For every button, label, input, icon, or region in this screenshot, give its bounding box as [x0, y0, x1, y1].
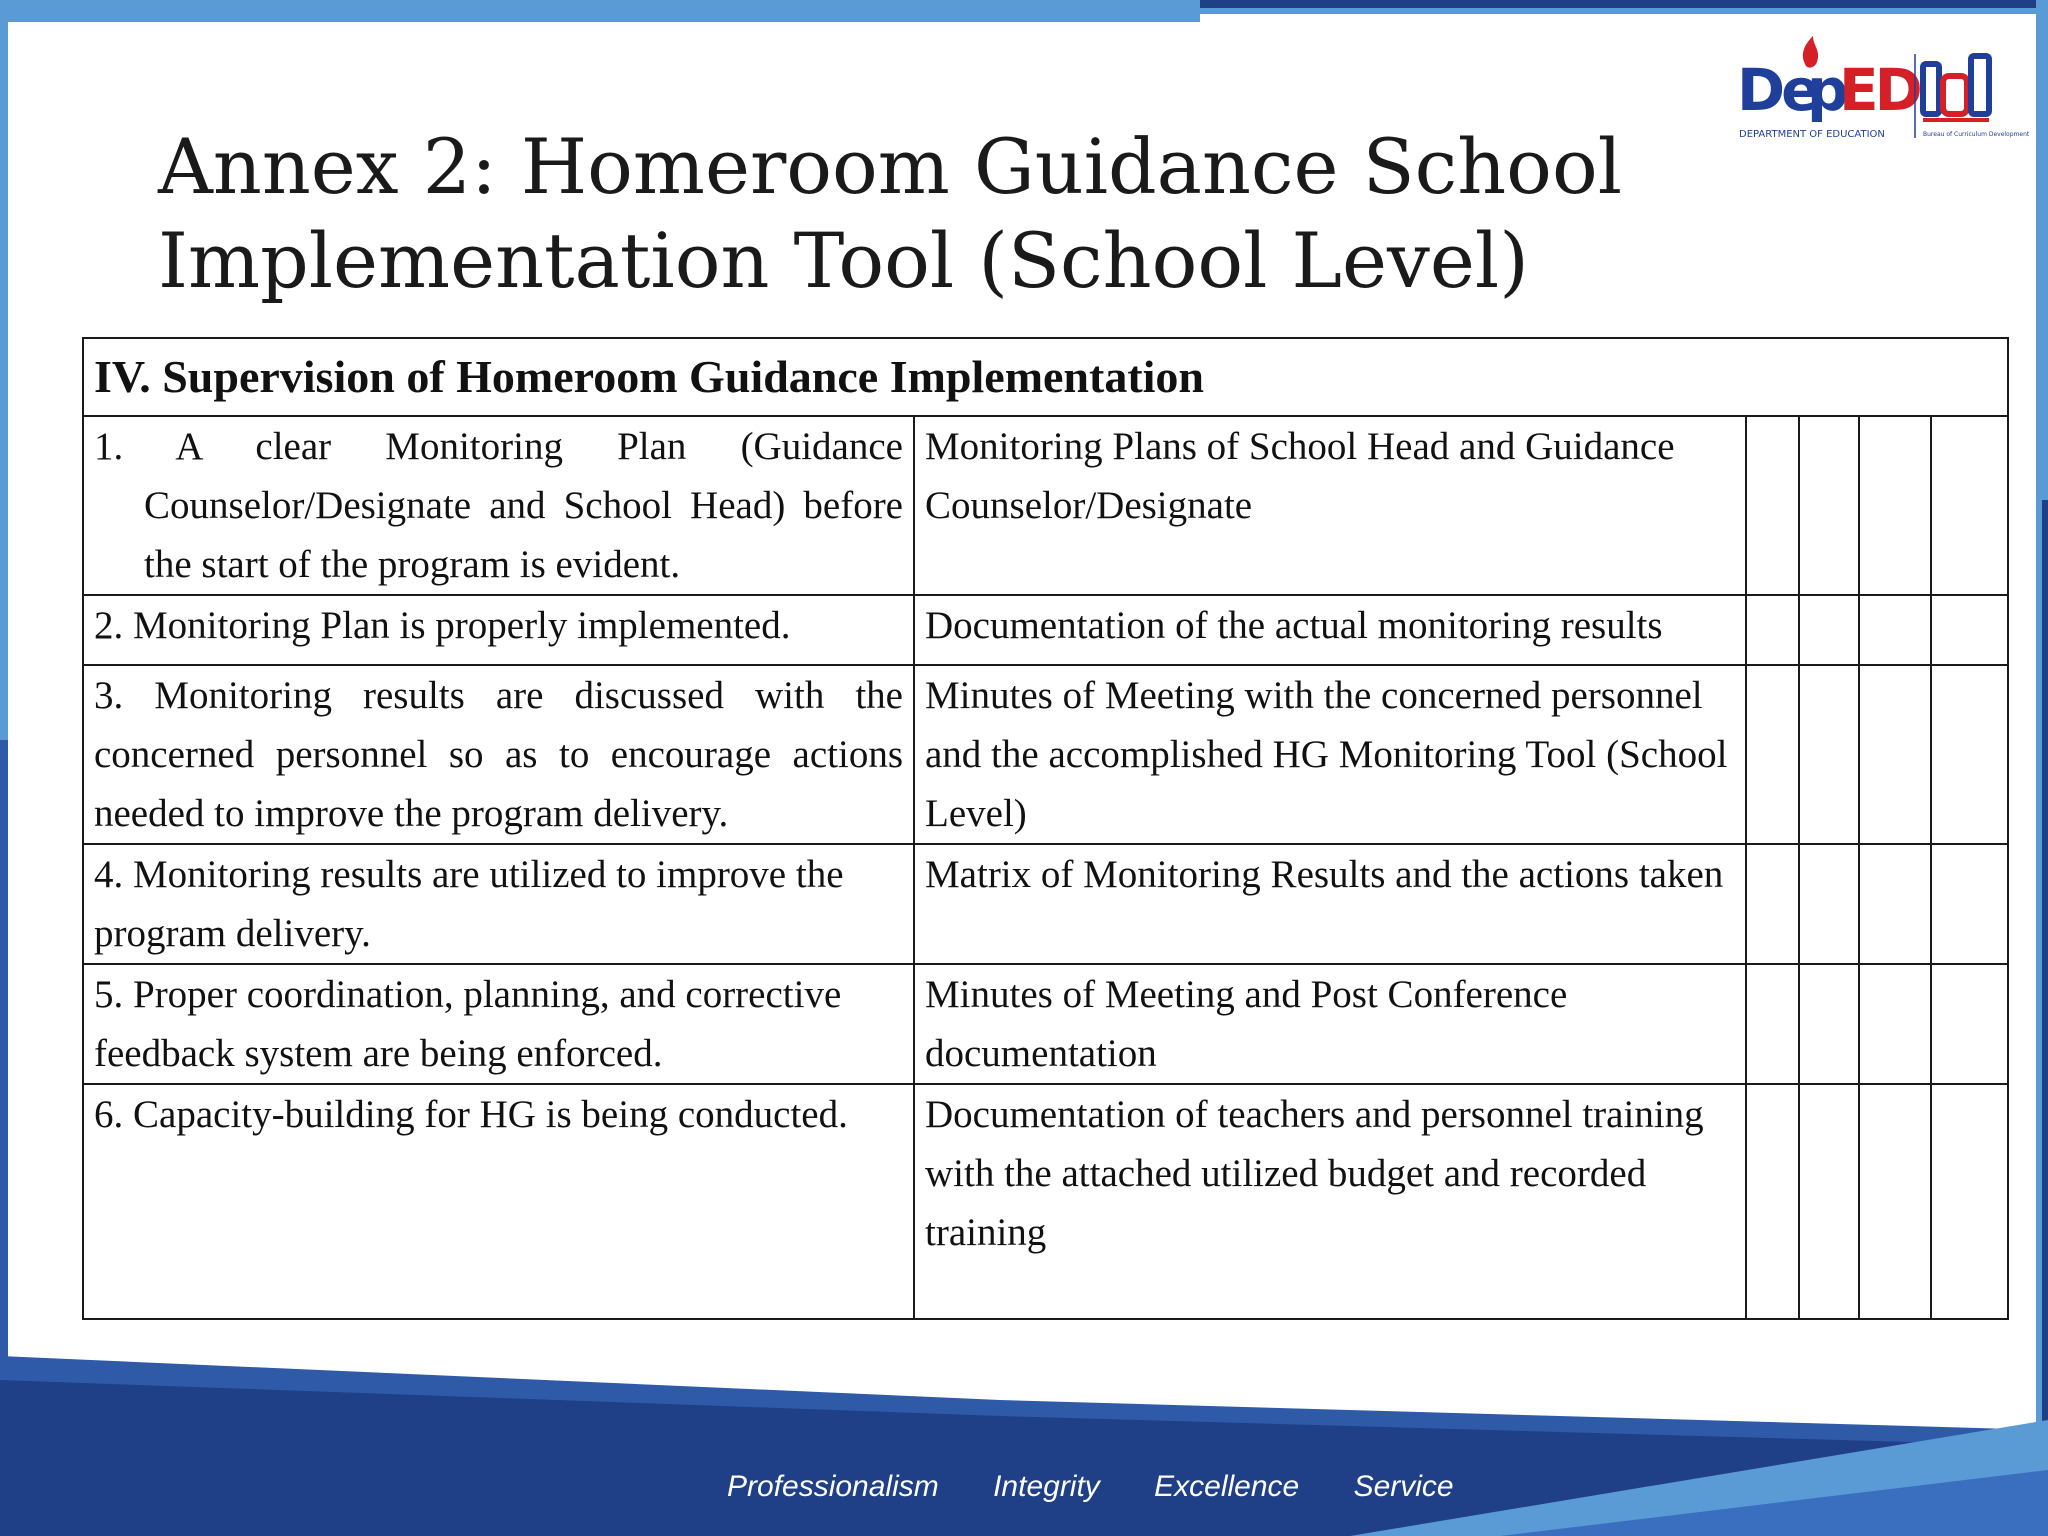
rating-cell[interactable]: [1859, 844, 1931, 964]
rating-cell[interactable]: [1859, 595, 1931, 665]
rating-cell[interactable]: [1799, 1084, 1859, 1319]
rating-cell[interactable]: [1746, 844, 1799, 964]
svg-text:De: De: [1737, 56, 1817, 124]
indicator-cell: 2. Monitoring Plan is properly implemented.: [83, 595, 914, 665]
slide-title: [158, 120, 1758, 308]
svg-text:p: p: [1807, 56, 1845, 124]
verification-cell: Minutes of Meeting and Post Conference documentation: [914, 964, 1746, 1084]
indicator-cell: 1. A clear Monitoring Plan (Guidance Counselor/Designate and School Head) before the start of the program is evident.: [83, 416, 914, 595]
rating-cell[interactable]: [1799, 665, 1859, 844]
rating-cell[interactable]: [1859, 1084, 1931, 1319]
rating-cell[interactable]: [1746, 1084, 1799, 1319]
svg-text:ED: ED: [1839, 56, 1919, 124]
slide-title-line-2: Implementation Tool (School Level): [158, 216, 1529, 305]
rating-cell[interactable]: [1859, 964, 1931, 1084]
table-row: [83, 665, 2008, 844]
rating-cell[interactable]: [1859, 416, 1931, 595]
indicator-cell: 3. Monitoring results are discussed with the concerned personnel so as to encourage actions needed to improve the program delivery.: [83, 665, 914, 844]
rating-cell[interactable]: [1799, 964, 1859, 1084]
core-value-service: Service: [1353, 1470, 1454, 1503]
core-value-professionalism: Professionalism: [727, 1470, 939, 1503]
table-row: [83, 964, 2008, 1084]
core-value-excellence: Excellence: [1154, 1470, 1300, 1503]
rating-cell[interactable]: [1746, 595, 1799, 665]
rating-cell[interactable]: [1931, 665, 2008, 844]
slide-title-line-1: Annex 2: Homeroom Guidance School: [158, 122, 1623, 211]
rating-cell[interactable]: [1931, 964, 2008, 1084]
table-row: [83, 416, 2008, 595]
core-value-integrity: Integrity: [993, 1470, 1100, 1503]
rating-cell[interactable]: [1799, 844, 1859, 964]
core-values-footer: [727, 1470, 1500, 1504]
rating-cell[interactable]: [1931, 844, 2008, 964]
indicator-cell: 4. Monitoring results are utilized to improve the program delivery.: [83, 844, 914, 964]
deped-caption: DEPARTMENT OF EDUCATION: [1739, 129, 1885, 140]
rating-cell[interactable]: [1859, 665, 1931, 844]
indicator-cell: 5. Proper coordination, planning, and corrective feedback system are being enforced.: [83, 964, 914, 1084]
right-decorative-bars: [2018, 0, 2048, 1536]
rating-cell[interactable]: [1931, 1084, 2008, 1319]
implementation-tool-table: [82, 337, 2009, 1320]
table-row: [83, 595, 2008, 665]
rating-cell[interactable]: [1931, 416, 2008, 595]
rating-cell[interactable]: [1746, 416, 1799, 595]
verification-cell: Minutes of Meeting with the concerned personnel and the accomplished HG Monitoring Tool (School Level): [914, 665, 1746, 844]
rating-cell[interactable]: [1799, 595, 1859, 665]
verification-cell: Documentation of teachers and personnel training with the attached utilized budget and recorded training: [914, 1084, 1746, 1319]
rating-cell[interactable]: [1746, 964, 1799, 1084]
rating-cell[interactable]: [1746, 665, 1799, 844]
rating-cell[interactable]: [1931, 595, 2008, 665]
verification-cell: Monitoring Plans of School Head and Guidance Counselor/Designate: [914, 416, 1746, 595]
bcd-caption: Bureau of Curriculum Development: [1923, 131, 2030, 138]
indicator-cell: 6. Capacity-building for HG is being conducted.: [83, 1084, 914, 1319]
verification-cell: Matrix of Monitoring Results and the actions taken: [914, 844, 1746, 964]
section-heading: IV. Supervision of Homeroom Guidance Implementation: [83, 338, 2008, 416]
verification-cell: Documentation of the actual monitoring results: [914, 595, 1746, 665]
table-row: [83, 1084, 2008, 1319]
rating-cell[interactable]: [1799, 416, 1859, 595]
table-section-header-row: [83, 338, 2008, 416]
table-row: [83, 844, 2008, 964]
deped-bcd-logo: [1735, 34, 2030, 144]
